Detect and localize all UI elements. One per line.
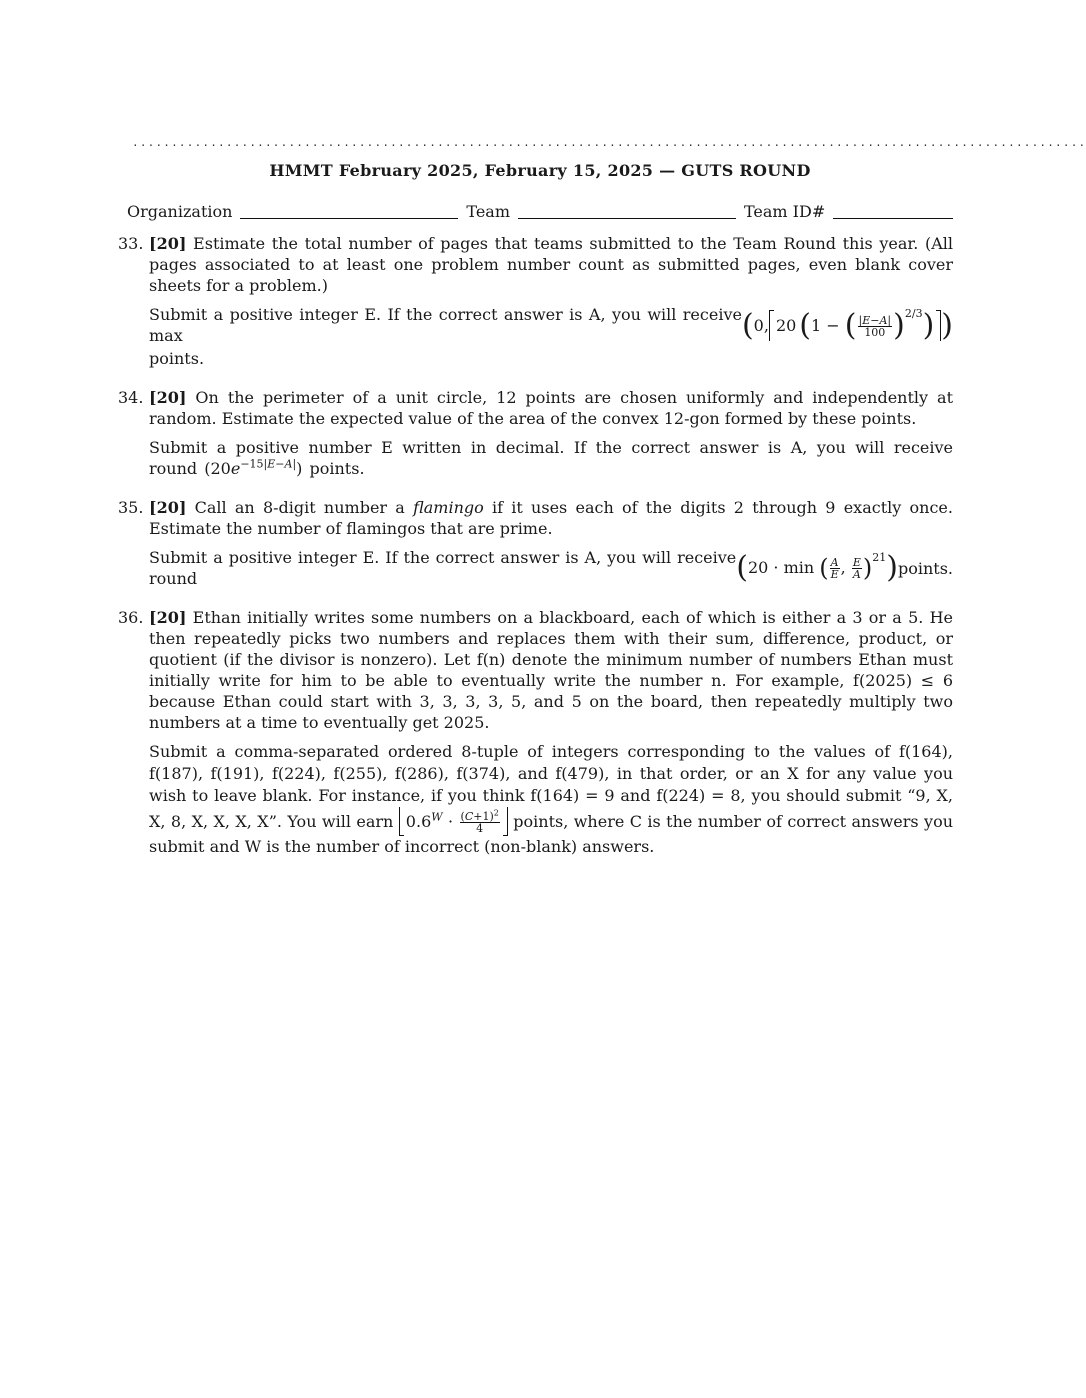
problem-statement: [20] Ethan initially writes some numbers on a blackboard, each of which is either a 3 or a 5. He then repeatedly picks two numbers and replaces them with their sum, difference, product, or quotient (if the divisor is nonzero). Let f(n) denote the minimum number of numbers Ethan must initially write for him to be able to eventually write the number n. For example, f(2025) ≤ 6 because Ethan could start with 3, 3, 3, 3, 5, and 5 on the board, then repeatedly multiply two numbers at a time to eventually get 2025. <box>149 608 953 732</box>
scoring-rule <box>149 437 953 479</box>
scoring-rule <box>149 547 953 589</box>
problem-33 <box>118 233 953 377</box>
organization-label: Organization <box>127 202 233 221</box>
scoring-suffix: points. <box>149 349 205 368</box>
problem-points: [20] <box>149 234 187 253</box>
team-id-label: Team ID# <box>743 202 826 221</box>
scoring-suffix: points, where C is the number of correct answers you submit and W is the number of incorrect (non-blank) answers. <box>149 812 954 856</box>
scoring-text: Submit a positive number E written in decimal. If the correct answer is A, you will receive round <box>149 438 953 478</box>
scoring-rule <box>149 304 953 346</box>
team-blank <box>518 202 736 219</box>
problem-list <box>118 233 953 876</box>
problem-number: 33. <box>118 234 144 253</box>
scoring-formula: (0, 20 (1 − ( $\frac{|E-A|}{100}$ )$^{2/3}$) ) <box>741 306 953 343</box>
team-label: Team <box>466 202 510 221</box>
team-id-blank <box>833 202 953 219</box>
scoring-text: Submit a positive integer E. If the correct answer is A, you will receive max <box>149 305 742 345</box>
problem-number: 34. <box>118 388 144 407</box>
problem-statement: [20] Estimate the total number of pages that teams submitted to the Team Round this year. (All pages associated to at least one problem number count as submitted pages, even blank cover sheets for a problem.) <box>149 234 953 295</box>
scoring-formula: $(20e^{-15|E-A|})$ <box>204 457 303 478</box>
scoring-suffix: points. <box>897 558 953 578</box>
problem-35 <box>118 497 953 597</box>
scoring-formula: (20 · min ( $\frac{A}{E}$ , $\frac{E}{A}$ )$^{21}$) <box>736 549 898 585</box>
problem-34 <box>118 387 953 487</box>
cut-line: .......................................................................................................................... <box>132 136 1086 149</box>
scoring-suffix: points. <box>309 459 365 478</box>
problem-statement: [20] On the perimeter of a unit circle, 12 points are chosen uniformly and independently at random. Estimate the expected value of the area of the convex 12-gon formed by these points. <box>149 388 954 428</box>
scoring-rule <box>149 741 953 858</box>
problem-statement: [20] Call an 8-digit number a flamingo if it uses each of the digits 2 through 9 exactly once. Estimate the number of flamingos that are prime. <box>149 498 953 538</box>
problem-points: [20] <box>149 498 187 517</box>
emphasized-term: flamingo <box>413 498 484 517</box>
problem-points: [20] <box>149 608 187 627</box>
problem-points: [20] <box>149 388 187 407</box>
scoring-formula: $0.6^W$ · $\frac{(C+1)^2}{4}$ <box>399 812 508 831</box>
problem-number: 36. <box>118 608 144 627</box>
page-title: HMMT February 2025, February 15, 2025 — GUTS ROUND <box>269 161 811 180</box>
team-info-fields <box>127 198 953 222</box>
problem-36 <box>118 607 953 866</box>
organization-blank <box>240 202 458 219</box>
problem-number: 35. <box>118 498 144 517</box>
scoring-text: Submit a positive integer E. If the correct answer is A, you will receive round <box>149 548 737 588</box>
scoring-text: Submit a comma-separated ordered 8-tuple of integers corresponding to the values of f(164), f(187), f(191), f(224), f(255), f(286), f(374), and f(479), in that order, or an X for any value you wish to leave blank. For instance, if you think f(164) = 9 and f(224) = 8, you should submit “9, X, X, 8, X, X, X, X”. You will earn <box>149 742 953 831</box>
